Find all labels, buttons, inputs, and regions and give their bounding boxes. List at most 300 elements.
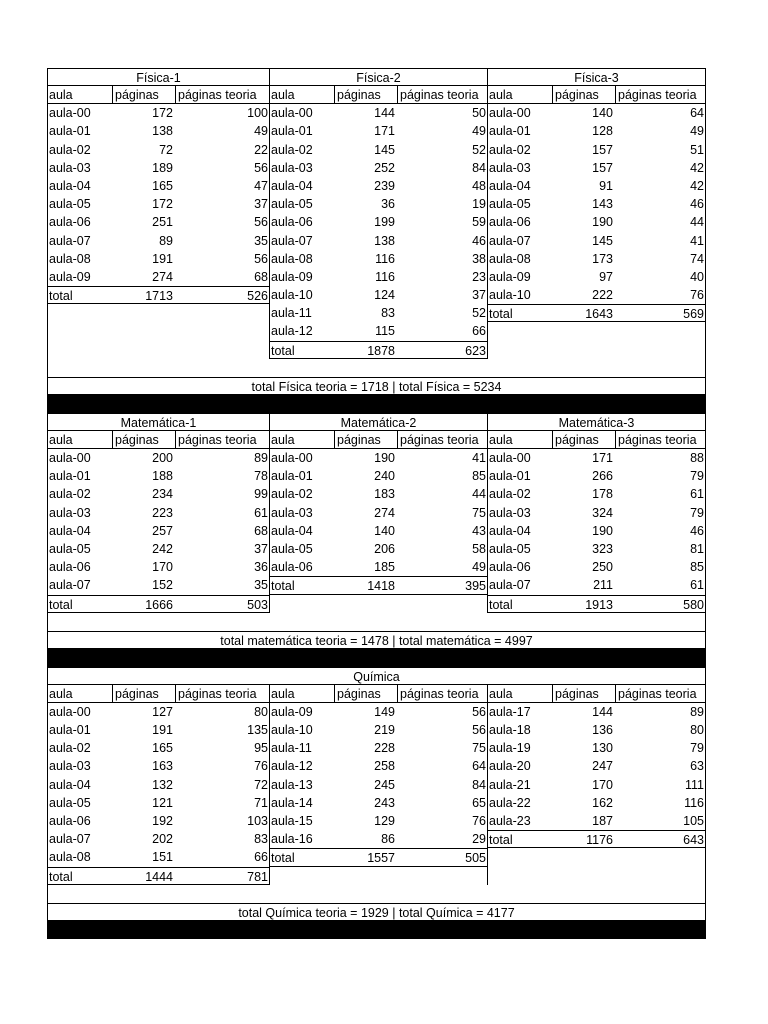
cell-paginas[interactable]: 130 [592, 741, 613, 756]
cell-aula[interactable]: aula-05 [489, 197, 531, 212]
header-cell-paginas-teoria[interactable]: páginas teoria [397, 431, 487, 448]
header-cell-paginas[interactable]: páginas [552, 685, 615, 702]
header-cell-paginas[interactable]: páginas [334, 685, 397, 702]
total-paginas-teoria[interactable]: 623 [465, 343, 486, 358]
cell-paginas-teoria[interactable]: 52 [472, 142, 486, 157]
cell-paginas-teoria[interactable]: 46 [690, 523, 704, 538]
cell-paginas-teoria[interactable]: 37 [472, 288, 486, 303]
cell-paginas[interactable]: 144 [374, 106, 395, 121]
cell-paginas[interactable]: 170 [152, 560, 173, 575]
cell-paginas-teoria[interactable]: 23 [472, 269, 486, 284]
cell-paginas-teoria[interactable]: 61 [254, 505, 268, 520]
cell-paginas[interactable]: 228 [374, 741, 395, 756]
total-paginas-teoria[interactable]: 643 [683, 833, 704, 848]
cell-paginas-teoria[interactable]: 99 [254, 487, 268, 502]
cell-aula[interactable]: aula-00 [49, 704, 91, 719]
cell-aula[interactable]: aula-01 [271, 469, 313, 484]
cell-paginas[interactable]: 171 [592, 451, 613, 466]
cell-paginas-teoria[interactable]: 61 [690, 578, 704, 593]
cell-aula[interactable]: aula-00 [489, 451, 531, 466]
cell-aula[interactable]: aula-04 [49, 523, 91, 538]
header-cell-paginas[interactable]: páginas [334, 86, 397, 103]
cell-paginas-teoria[interactable]: 58 [472, 541, 486, 556]
cell-aula[interactable]: aula-00 [271, 106, 313, 121]
cell-paginas-teoria[interactable]: 111 [684, 777, 704, 792]
cell-paginas[interactable]: 183 [374, 487, 395, 502]
header-cell-aula[interactable]: aula [271, 686, 295, 701]
total-label[interactable]: total [489, 597, 513, 612]
cell-aula[interactable]: aula-01 [489, 469, 531, 484]
cell-aula[interactable]: aula-12 [271, 324, 313, 339]
header-cell-aula[interactable]: aula [489, 432, 513, 447]
cell-aula[interactable]: aula-06 [489, 215, 531, 230]
cell-paginas[interactable]: 190 [592, 523, 613, 538]
header-cell-aula[interactable]: aula [49, 432, 73, 447]
cell-paginas[interactable]: 149 [374, 704, 395, 719]
cell-aula[interactable]: aula-02 [271, 487, 313, 502]
cell-paginas-teoria[interactable]: 81 [690, 541, 704, 556]
cell-paginas[interactable]: 274 [374, 505, 395, 520]
cell-paginas-teoria[interactable]: 44 [690, 215, 704, 230]
cell-paginas[interactable]: 145 [374, 142, 395, 157]
cell-aula[interactable]: aula-03 [271, 505, 313, 520]
cell-paginas-teoria[interactable]: 42 [690, 160, 704, 175]
cell-aula[interactable]: aula-01 [49, 469, 91, 484]
cell-aula[interactable]: aula-05 [49, 795, 91, 810]
cell-aula[interactable]: aula-01 [49, 723, 91, 738]
cell-paginas[interactable]: 121 [152, 795, 173, 810]
cell-paginas-teoria[interactable]: 76 [254, 759, 268, 774]
cell-aula[interactable]: aula-03 [49, 160, 91, 175]
cell-paginas[interactable]: 223 [152, 505, 173, 520]
cell-paginas-teoria[interactable]: 37 [254, 197, 268, 212]
cell-paginas[interactable]: 222 [592, 288, 613, 303]
total-paginas[interactable]: 1643 [585, 307, 613, 322]
cell-aula[interactable]: aula-06 [489, 560, 531, 575]
cell-paginas-teoria[interactable]: 49 [472, 124, 486, 139]
cell-paginas-teoria[interactable]: 36 [254, 560, 268, 575]
cell-paginas[interactable]: 190 [374, 451, 395, 466]
cell-paginas-teoria[interactable]: 42 [690, 178, 704, 193]
cell-paginas-teoria[interactable]: 68 [254, 269, 268, 284]
cell-paginas-teoria[interactable]: 84 [472, 777, 486, 792]
cell-paginas-teoria[interactable]: 56 [472, 704, 486, 719]
cell-aula[interactable]: aula-06 [49, 215, 91, 230]
cell-paginas[interactable]: 127 [152, 704, 173, 719]
cell-paginas[interactable]: 250 [592, 560, 613, 575]
cell-aula[interactable]: aula-14 [271, 795, 313, 810]
header-cell-paginas[interactable]: páginas [552, 431, 615, 448]
cell-aula[interactable]: aula-01 [49, 124, 91, 139]
cell-paginas-teoria[interactable]: 46 [472, 233, 486, 248]
cell-paginas[interactable]: 190 [592, 215, 613, 230]
cell-paginas[interactable]: 124 [374, 288, 395, 303]
header-cell-aula[interactable]: aula [489, 686, 513, 701]
cell-paginas[interactable]: 163 [152, 759, 173, 774]
cell-paginas[interactable]: 115 [375, 324, 395, 339]
cell-paginas-teoria[interactable]: 78 [254, 469, 268, 484]
cell-paginas[interactable]: 116 [375, 251, 395, 266]
cell-paginas[interactable]: 251 [152, 215, 173, 230]
cell-paginas[interactable]: 144 [592, 704, 613, 719]
cell-paginas-teoria[interactable]: 72 [254, 777, 268, 792]
total-paginas[interactable]: 1557 [367, 851, 395, 866]
cell-paginas[interactable]: 140 [374, 523, 395, 538]
cell-aula[interactable]: aula-00 [49, 106, 91, 121]
cell-paginas-teoria[interactable]: 85 [690, 560, 704, 575]
cell-aula[interactable]: aula-05 [489, 541, 531, 556]
total-paginas-teoria[interactable]: 395 [465, 579, 486, 594]
cell-paginas-teoria[interactable]: 80 [690, 723, 704, 738]
cell-paginas[interactable]: 97 [599, 269, 613, 284]
cell-paginas-teoria[interactable]: 40 [690, 269, 704, 284]
cell-aula[interactable]: aula-07 [49, 578, 91, 593]
cell-paginas-teoria[interactable]: 43 [472, 523, 486, 538]
cell-paginas-teoria[interactable]: 37 [254, 541, 268, 556]
cell-paginas[interactable]: 239 [374, 178, 395, 193]
cell-paginas[interactable]: 188 [152, 469, 173, 484]
cell-aula[interactable]: aula-08 [49, 850, 91, 865]
cell-paginas[interactable]: 245 [374, 777, 395, 792]
total-paginas[interactable]: 1444 [145, 869, 173, 884]
header-cell-paginas-teoria[interactable]: páginas teoria [615, 685, 705, 702]
cell-paginas-teoria[interactable]: 41 [690, 233, 704, 248]
cell-paginas-teoria[interactable]: 66 [254, 850, 268, 865]
cell-aula[interactable]: aula-07 [489, 578, 531, 593]
cell-paginas[interactable]: 145 [592, 233, 613, 248]
cell-aula[interactable]: aula-03 [489, 160, 531, 175]
cell-paginas[interactable]: 83 [381, 306, 395, 321]
cell-paginas[interactable]: 138 [152, 124, 173, 139]
cell-aula[interactable]: aula-12 [271, 759, 313, 774]
cell-paginas[interactable]: 192 [152, 814, 173, 829]
total-label[interactable]: total [49, 869, 73, 884]
total-paginas-teoria[interactable]: 781 [247, 869, 268, 884]
header-cell-paginas[interactable]: páginas [334, 431, 397, 448]
cell-aula[interactable]: aula-02 [489, 142, 531, 157]
cell-aula[interactable]: aula-06 [49, 814, 91, 829]
total-paginas[interactable]: 1913 [585, 597, 613, 612]
cell-paginas-teoria[interactable]: 79 [690, 741, 704, 756]
header-cell-aula[interactable]: aula [489, 88, 513, 102]
cell-paginas-teoria[interactable]: 79 [690, 505, 704, 520]
cell-aula[interactable]: aula-04 [489, 523, 531, 538]
total-label[interactable]: total [489, 833, 513, 848]
cell-paginas-teoria[interactable]: 103 [247, 814, 268, 829]
cell-paginas[interactable]: 240 [374, 469, 395, 484]
cell-paginas[interactable]: 202 [152, 832, 173, 847]
cell-aula[interactable]: aula-06 [49, 560, 91, 575]
cell-aula[interactable]: aula-04 [489, 178, 531, 193]
cell-paginas-teoria[interactable]: 63 [690, 759, 704, 774]
header-cell-paginas-teoria[interactable]: páginas teoria [175, 86, 269, 103]
cell-paginas-teoria[interactable]: 38 [472, 251, 486, 266]
cell-paginas[interactable]: 157 [592, 160, 613, 175]
cell-aula[interactable]: aula-04 [271, 523, 313, 538]
total-label[interactable]: total [271, 851, 295, 866]
cell-paginas-teoria[interactable]: 56 [472, 723, 486, 738]
header-cell-paginas[interactable]: páginas [112, 431, 175, 448]
cell-paginas-teoria[interactable]: 75 [472, 505, 486, 520]
table-block [269, 68, 487, 359]
cell-aula[interactable]: aula-23 [489, 814, 531, 829]
cell-paginas[interactable]: 266 [592, 469, 613, 484]
cell-paginas[interactable]: 324 [592, 505, 613, 520]
cell-aula[interactable]: aula-00 [271, 451, 313, 466]
cell-paginas[interactable]: 129 [374, 814, 395, 829]
cell-aula[interactable]: aula-09 [271, 704, 313, 719]
cell-paginas-teoria[interactable]: 135 [247, 723, 268, 738]
cell-aula[interactable]: aula-03 [49, 505, 91, 520]
cell-paginas[interactable]: 191 [152, 723, 173, 738]
cell-paginas-teoria[interactable]: 49 [254, 124, 268, 139]
cell-paginas[interactable]: 200 [152, 451, 173, 466]
cell-paginas[interactable]: 189 [152, 160, 173, 175]
cell-aula[interactable]: aula-22 [489, 795, 531, 810]
cell-aula[interactable]: aula-07 [489, 233, 531, 248]
total-paginas[interactable]: 1878 [367, 343, 395, 358]
cell-aula[interactable]: aula-10 [271, 723, 313, 738]
cell-paginas[interactable]: 191 [152, 251, 173, 266]
cell-paginas-teoria[interactable]: 19 [472, 197, 486, 212]
cell-paginas-teoria[interactable]: 47 [254, 178, 268, 193]
cell-paginas[interactable]: 258 [374, 759, 395, 774]
cell-aula[interactable]: aula-11 [271, 306, 312, 321]
cell-paginas[interactable]: 252 [374, 160, 395, 175]
cell-aula[interactable]: aula-05 [271, 197, 313, 212]
cell-paginas[interactable]: 36 [381, 197, 395, 212]
header-cell-paginas-teoria[interactable]: páginas teoria [175, 431, 269, 448]
cell-paginas[interactable]: 234 [152, 487, 173, 502]
cell-paginas-teoria[interactable]: 66 [472, 324, 486, 339]
cell-paginas-teoria[interactable]: 83 [254, 832, 268, 847]
cell-aula[interactable]: aula-15 [271, 814, 313, 829]
header-cell-aula[interactable]: aula [49, 686, 73, 701]
total-label[interactable]: total [489, 307, 513, 322]
header-cell-paginas[interactable]: páginas [112, 86, 175, 103]
cell-paginas-teoria[interactable]: 44 [472, 487, 486, 502]
cell-paginas[interactable]: 323 [592, 541, 613, 556]
header-cell-paginas-teoria[interactable]: páginas teoria [175, 685, 269, 702]
cell-paginas[interactable]: 89 [159, 233, 173, 248]
cell-paginas[interactable]: 243 [374, 795, 395, 810]
cell-paginas[interactable]: 151 [152, 850, 173, 865]
cell-paginas-teoria[interactable]: 35 [254, 578, 268, 593]
cell-paginas-teoria[interactable]: 64 [472, 759, 486, 774]
cell-paginas[interactable]: 165 [152, 741, 173, 756]
cell-paginas[interactable]: 116 [375, 269, 395, 284]
cell-paginas-teoria[interactable]: 50 [472, 106, 486, 121]
cell-paginas[interactable]: 165 [152, 178, 173, 193]
cell-aula[interactable]: aula-02 [271, 142, 313, 157]
cell-paginas-teoria[interactable]: 52 [472, 306, 486, 321]
cell-aula[interactable]: aula-13 [271, 777, 313, 792]
cell-paginas[interactable]: 274 [152, 269, 173, 284]
cell-aula[interactable]: aula-03 [271, 160, 313, 175]
cell-aula[interactable]: aula-10 [271, 288, 313, 303]
header-cell-paginas[interactable]: páginas [112, 685, 175, 702]
cell-aula[interactable]: aula-21 [489, 777, 531, 792]
total-label[interactable]: total [49, 597, 73, 612]
cell-paginas[interactable]: 172 [152, 106, 173, 121]
cell-aula[interactable]: aula-07 [49, 233, 91, 248]
cell-paginas[interactable]: 128 [592, 124, 613, 139]
header-cell-aula[interactable]: aula [271, 432, 295, 447]
total-paginas-teoria[interactable]: 569 [683, 307, 704, 322]
header-cell-paginas-teoria[interactable]: páginas teoria [397, 685, 487, 702]
cell-aula[interactable]: aula-02 [49, 741, 91, 756]
cell-aula[interactable]: aula-04 [49, 777, 91, 792]
total-label[interactable]: total [271, 579, 295, 594]
cell-paginas-teoria[interactable]: 22 [254, 142, 268, 157]
total-paginas[interactable]: 1418 [367, 579, 395, 594]
cell-aula[interactable]: aula-07 [271, 233, 313, 248]
total-paginas-teoria[interactable]: 505 [465, 851, 486, 866]
cell-paginas[interactable]: 247 [592, 759, 613, 774]
cell-paginas-teoria[interactable]: 49 [690, 124, 704, 139]
cell-paginas[interactable]: 138 [374, 233, 395, 248]
table-header-row [48, 431, 269, 449]
cell-paginas-teoria[interactable]: 80 [254, 704, 268, 719]
cell-aula[interactable]: aula-05 [49, 197, 91, 212]
cell-aula[interactable]: aula-02 [49, 142, 91, 157]
cell-paginas-teoria[interactable]: 56 [254, 160, 268, 175]
cell-paginas[interactable]: 173 [592, 251, 613, 266]
cell-paginas-teoria[interactable]: 46 [690, 197, 704, 212]
cell-paginas-teoria[interactable]: 59 [472, 215, 486, 230]
cell-paginas[interactable]: 72 [159, 142, 173, 157]
cell-aula[interactable]: aula-07 [49, 832, 91, 847]
cell-paginas[interactable]: 171 [374, 124, 395, 139]
cell-paginas-teoria[interactable]: 84 [472, 160, 486, 175]
cell-paginas-teoria[interactable]: 71 [254, 795, 268, 810]
cell-paginas[interactable]: 152 [152, 578, 173, 593]
cell-paginas[interactable]: 242 [152, 541, 173, 556]
cell-paginas[interactable]: 172 [152, 197, 173, 212]
cell-paginas-teoria[interactable]: 85 [472, 469, 486, 484]
cell-paginas-teoria[interactable]: 95 [254, 741, 268, 756]
cell-aula[interactable]: aula-00 [489, 106, 531, 121]
cell-paginas[interactable]: 143 [592, 197, 613, 212]
cell-paginas[interactable]: 136 [592, 723, 613, 738]
cell-paginas-teoria[interactable]: 116 [684, 795, 704, 810]
total-paginas-teoria[interactable]: 503 [247, 597, 268, 612]
cell-paginas-teoria[interactable]: 75 [472, 741, 486, 756]
total-paginas[interactable]: 1713 [145, 289, 173, 304]
cell-aula[interactable]: aula-01 [489, 124, 531, 139]
cell-aula[interactable]: aula-00 [49, 451, 91, 466]
cell-paginas-teoria[interactable]: 61 [690, 487, 704, 502]
cell-aula[interactable]: aula-10 [489, 288, 531, 303]
cell-aula[interactable]: aula-02 [49, 487, 91, 502]
cell-aula[interactable]: aula-08 [489, 251, 531, 266]
cell-paginas-teoria[interactable]: 35 [254, 233, 268, 248]
total-label[interactable]: total [49, 289, 73, 304]
cell-paginas[interactable]: 91 [599, 178, 613, 193]
cell-aula[interactable]: aula-09 [49, 269, 91, 284]
cell-aula[interactable]: aula-09 [271, 269, 313, 284]
header-cell-paginas-teoria[interactable]: páginas teoria [615, 86, 705, 103]
cell-paginas[interactable]: 178 [592, 487, 613, 502]
cell-paginas-teoria[interactable]: 29 [472, 832, 486, 847]
cell-paginas-teoria[interactable]: 51 [690, 142, 704, 157]
cell-paginas-teoria[interactable]: 41 [472, 451, 486, 466]
total-label[interactable]: total [271, 343, 295, 358]
cell-paginas[interactable]: 257 [152, 523, 173, 538]
header-cell-paginas[interactable]: páginas [552, 86, 615, 103]
total-paginas[interactable]: 1176 [586, 833, 613, 848]
header-cell-paginas-teoria[interactable]: páginas teoria [397, 86, 487, 103]
cell-aula[interactable]: aula-01 [271, 124, 313, 139]
cell-aula[interactable]: aula-04 [271, 178, 313, 193]
cell-paginas-teoria[interactable]: 68 [254, 523, 268, 538]
cell-aula[interactable]: aula-08 [271, 251, 313, 266]
cell-paginas[interactable]: 170 [592, 777, 613, 792]
cell-paginas-teoria[interactable]: 89 [690, 704, 704, 719]
cell-paginas-teoria[interactable]: 48 [472, 178, 486, 193]
cell-paginas-teoria[interactable]: 74 [690, 251, 704, 266]
cell-paginas[interactable]: 132 [152, 777, 173, 792]
cell-paginas-teoria[interactable]: 88 [690, 451, 704, 466]
cell-aula[interactable]: aula-03 [49, 759, 91, 774]
total-paginas[interactable]: 1666 [145, 597, 173, 612]
header-cell-paginas-teoria[interactable]: páginas teoria [615, 431, 705, 448]
cell-paginas-teoria[interactable]: 49 [472, 560, 486, 575]
cell-aula[interactable]: aula-18 [489, 723, 531, 738]
cell-paginas-teoria[interactable]: 64 [690, 106, 704, 121]
cell-aula[interactable]: aula-06 [271, 560, 313, 575]
cell-paginas-teoria[interactable]: 56 [254, 251, 268, 266]
cell-paginas[interactable]: 162 [592, 795, 613, 810]
cell-paginas-teoria[interactable]: 56 [254, 215, 268, 230]
cell-aula[interactable]: aula-08 [49, 251, 91, 266]
cell-paginas-teoria[interactable]: 65 [472, 795, 486, 810]
total-paginas-teoria[interactable]: 580 [683, 597, 704, 612]
cell-aula[interactable]: aula-04 [49, 178, 91, 193]
cell-aula[interactable]: aula-09 [489, 269, 531, 284]
header-cell-aula[interactable]: aula [49, 88, 73, 102]
cell-paginas[interactable]: 187 [592, 814, 613, 829]
cell-paginas-teoria[interactable]: 105 [683, 814, 704, 829]
cell-paginas[interactable]: 211 [593, 578, 613, 593]
cell-aula[interactable]: aula-06 [271, 215, 313, 230]
cell-paginas-teoria[interactable]: 76 [690, 288, 704, 303]
cell-paginas[interactable]: 185 [374, 560, 395, 575]
cell-paginas-teoria[interactable]: 79 [690, 469, 704, 484]
cell-paginas[interactable]: 140 [592, 106, 613, 121]
cell-aula[interactable]: aula-05 [49, 541, 91, 556]
cell-paginas-teoria[interactable]: 89 [254, 451, 268, 466]
cell-paginas-teoria[interactable]: 76 [472, 814, 486, 829]
cell-paginas[interactable]: 199 [374, 215, 395, 230]
header-cell-aula[interactable]: aula [271, 88, 295, 102]
table-row [270, 757, 487, 775]
cell-aula[interactable]: aula-16 [271, 832, 313, 847]
cell-paginas[interactable]: 206 [374, 541, 395, 556]
total-paginas-teoria[interactable]: 526 [247, 289, 268, 304]
cell-aula[interactable]: aula-03 [489, 505, 531, 520]
cell-aula[interactable]: aula-19 [489, 741, 531, 756]
cell-aula[interactable]: aula-02 [489, 487, 531, 502]
cell-paginas[interactable]: 219 [374, 723, 395, 738]
cell-aula[interactable]: aula-11 [271, 741, 312, 756]
cell-aula[interactable]: aula-05 [271, 541, 313, 556]
cell-aula[interactable]: aula-20 [489, 759, 531, 774]
cell-paginas[interactable]: 157 [592, 142, 613, 157]
cell-paginas-teoria[interactable]: 100 [247, 106, 268, 121]
cell-paginas[interactable]: 86 [381, 832, 395, 847]
cell-aula[interactable]: aula-17 [489, 704, 531, 719]
